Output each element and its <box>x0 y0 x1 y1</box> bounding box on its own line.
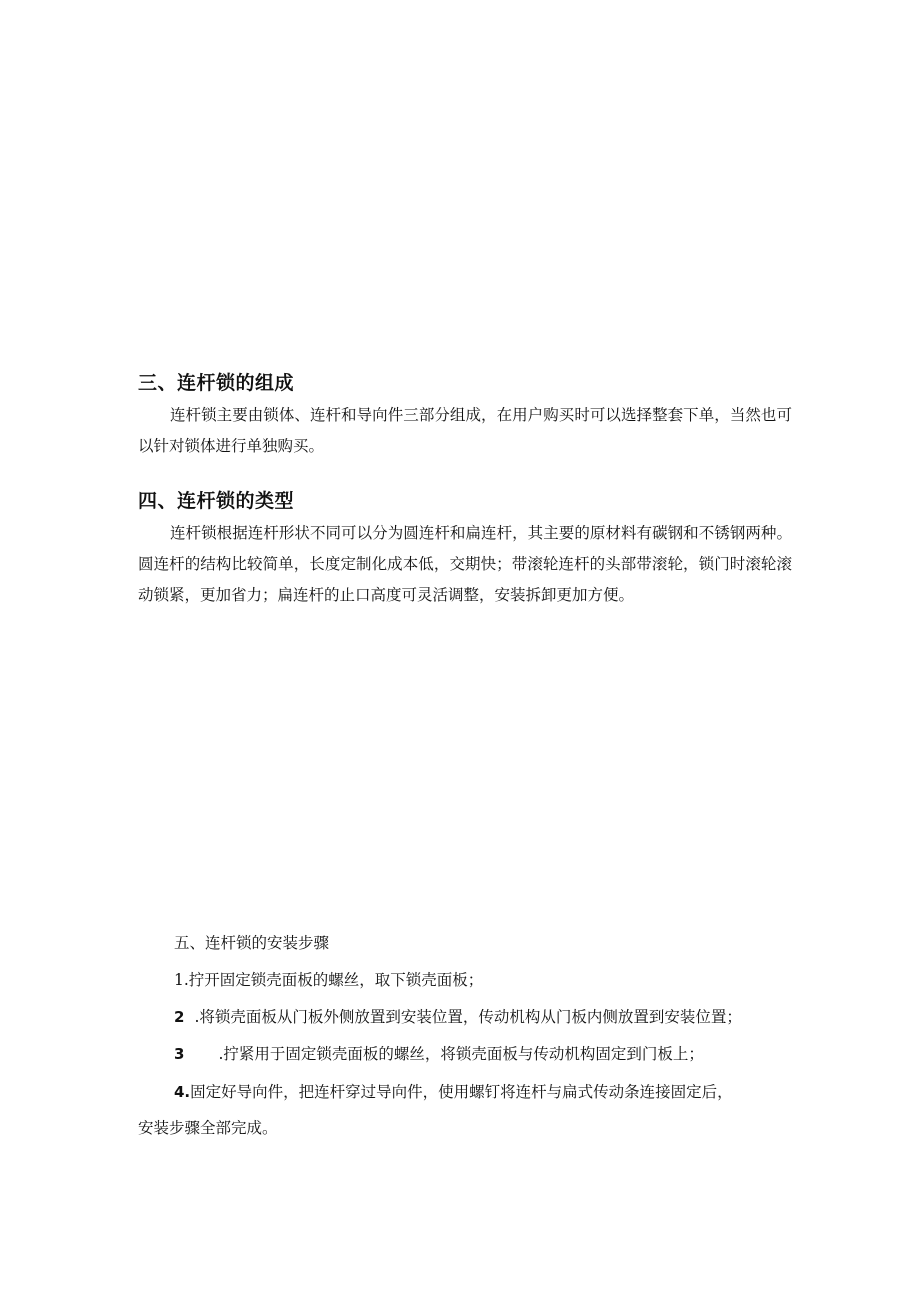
section-3-paragraph: 连杆锁主要由锁体、连杆和导向件三部分组成，在用户购买时可以选择整套下单，当然也可以针对锁体进行单独购买。 <box>138 406 792 455</box>
install-step-3 <box>174 1042 704 1064</box>
section-3-heading: 三、连杆锁的组成 <box>138 372 295 394</box>
step-text: .拧紧用于固定锁壳面板的螺丝，将锁壳面板与传动机构固定到门板上； <box>218 1045 704 1063</box>
section-4-paragraph: 连杆锁根据连杆形状不同可以分为圆连杆和扁连杆，其主要的原材料有碳钢和不锈钢两种。圆连杆的结构比较简单，长度定制化成本低，交期快；带滚轮连杆的头部带滚轮，锁门时滚轮滚动锁紧，更加省力；扁连杆的止口高度可灵活调整，安装拆卸更加方便。 <box>138 524 792 604</box>
step-number: 4. <box>174 1083 191 1101</box>
step-number: 2 <box>174 1008 185 1026</box>
step-number: 3 <box>174 1045 185 1063</box>
section-4-heading: 四、连杆锁的类型 <box>138 490 295 512</box>
install-step-4-continued: 安装步骤全部完成。 <box>138 1119 278 1137</box>
step-number: 1. <box>174 971 189 989</box>
install-step-2 <box>174 1005 742 1027</box>
install-step-1 <box>174 968 483 990</box>
step-text: 固定好导向件，把连杆穿过导向件，使用螺钉将连杆与扁式传动条连接固定后， <box>190 1083 733 1101</box>
install-step-4 <box>174 1080 733 1102</box>
step-text: 拧开固定锁壳面板的螺丝，取下锁壳面板； <box>188 971 484 989</box>
section-5-heading: 五、连杆锁的安装步骤 <box>174 934 330 952</box>
step-text: .将锁壳面板从门板外侧放置到安装位置，传动机构从门板内侧放置到安装位置； <box>194 1008 742 1026</box>
